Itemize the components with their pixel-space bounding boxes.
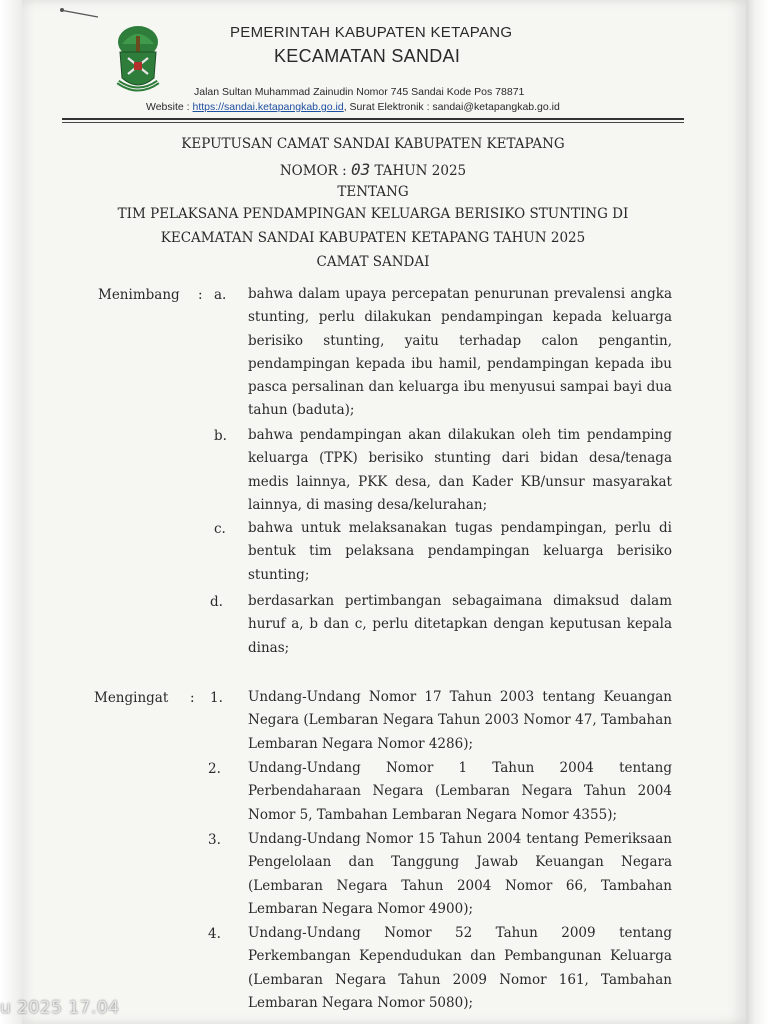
subject-line-1: TIM PELAKSANA PENDAMPINGAN KELUARGA BERISIKO STUNTING DI: [117, 206, 629, 222]
about-heading: TENTANG: [337, 184, 409, 200]
page-edge-left: [0, 0, 22, 1024]
mengingat-marker-1: 1.: [210, 690, 223, 706]
office-address: Jalan Sultan Muhammad Zainudin Nomor 745 Sandai Kode Pos 78871: [194, 86, 525, 98]
menimbang-item-c: bahwa untuk melaksanakan tugas pendampingan, perlu di bentuk tim pelaksana pendampingan keluarga berisiko stunting;: [248, 520, 672, 583]
number-prefix: NOMOR :: [279, 163, 351, 179]
menimbang-marker-b: b.: [214, 428, 227, 444]
menimbang-marker-c: c.: [214, 521, 226, 537]
number-suffix: TAHUN 2025: [370, 163, 467, 179]
letterhead-divider-thin: [62, 122, 684, 123]
decree-number: [62, 160, 684, 179]
menimbang-marker-a: a.: [214, 287, 227, 303]
government-name: PEMERINTAH KABUPATEN KETAPANG: [230, 24, 513, 41]
mengingat-item-4: Undang-Undang Nomor 52 Tahun 2009 tentang Perkembangan Kependudukan dan Pembangunan Keluarga (Lembaran Negara Tahun 2009 Nomor 161, Tambahan Lembaran Negara Nomor 5080);: [248, 925, 672, 1011]
mengingat-label: Mengingat: [94, 690, 169, 706]
subject-line-2: KECAMATAN SANDAI KABUPATEN KETAPANG TAHUN 2025: [160, 230, 586, 246]
issuer-heading: CAMAT SANDAI: [316, 254, 430, 270]
ketapang-emblem-icon: [108, 22, 168, 98]
menimbang-item-a: bahwa dalam upaya percepatan penurunan prevalensi angka stunting, perlu dilakukan pendampingan kepada keluarga berisiko stunting, yaitu terhadap calon pengantin, pendampingan kepada ibu hamil, pendampingan kepada ibu pasca persalinan dan keluarga ibu menyusui sampai bayi dua tahun (baduta);: [248, 286, 672, 419]
mengingat-item-2: Undang-Undang Nomor 1 Tahun 2004 tentang Perbendaharaan Negara (Lembaran Negara Tahun 2004 Nomor 5, Tambahan Lembaran Negara Nomor 4355);: [248, 760, 672, 823]
website-label: Website :: [146, 101, 193, 113]
letterhead-divider-thick: [62, 118, 684, 120]
district-name: KECAMATAN SANDAI: [274, 46, 461, 66]
mengingat-marker-2: 2.: [208, 761, 221, 777]
menimbang-label: Menimbang: [98, 287, 180, 303]
page-edge-right: [746, 0, 768, 1024]
menimbang-colon: :: [198, 287, 203, 303]
mengingat-marker-4: 4.: [208, 926, 221, 942]
menimbang-item-d: berdasarkan pertimbangan sebagaimana dimaksud dalam huruf a, b dan c, perlu ditetapkan dengan keputusan kepala dinas;: [248, 593, 672, 656]
menimbang-marker-d: d.: [210, 594, 223, 610]
document-page: [22, 0, 746, 1024]
contact-line: [146, 101, 560, 113]
pen-mark: [58, 6, 102, 20]
mengingat-item-1: Undang-Undang Nomor 17 Tahun 2003 tentang Keuangan Negara (Lembaran Negara Tahun 2003 Nomor 47, Tambahan Lembaran Negara Nomor 4286);: [248, 689, 672, 752]
mengingat-item-3: Undang-Undang Nomor 15 Tahun 2004 tentang Pemeriksaan Pengelolaan dan Tanggung Jawab Keuangan Negara (Lembaran Negara Tahun 2004 Nomor 66, Tambahan Lembaran Negara Nomor 4900);: [248, 831, 672, 917]
photo-timestamp: u 2025 17.04: [0, 998, 120, 1018]
menimbang-item-b: bahwa pendampingan akan dilakukan oleh tim pendamping keluarga (TPK) berisiko stunting dari bidan desa/tenaga medis lainnya, PKK desa, dan Kader KB/unsur masyarakat lainnya, di masing desa/kelurahan;: [248, 427, 672, 513]
mengingat-colon: :: [190, 690, 195, 706]
website-link[interactable]: https://sandai.ketapangkab.go.id: [192, 101, 344, 113]
handwritten-number: 03: [350, 160, 371, 179]
mengingat-marker-3: 3.: [208, 832, 221, 848]
decree-title: KEPUTUSAN CAMAT SANDAI KABUPATEN KETAPANG: [181, 136, 565, 152]
email-text: , Surat Elektronik : sandai@ketapangkab.go.id: [343, 101, 560, 113]
